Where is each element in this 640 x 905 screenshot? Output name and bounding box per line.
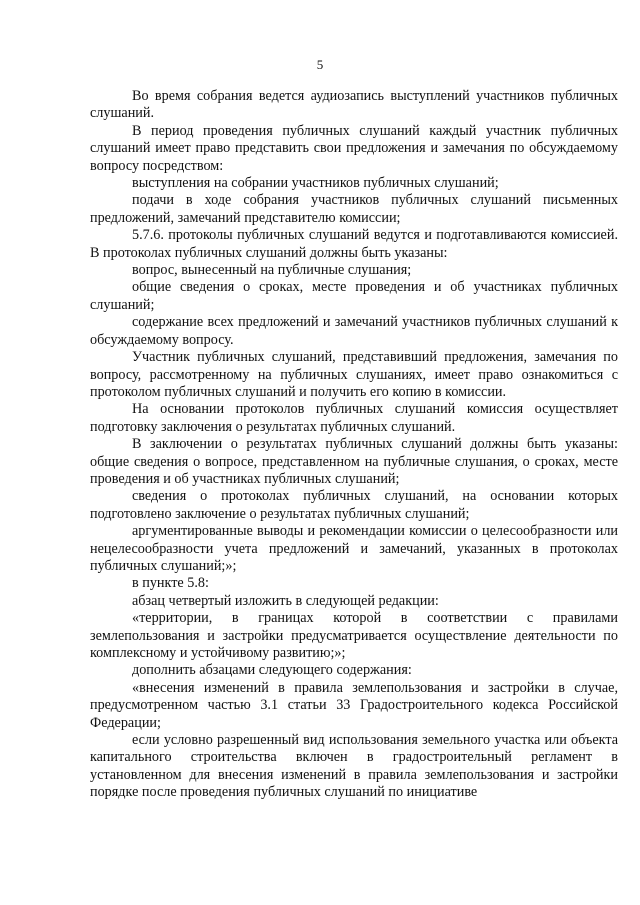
paragraph: в пункте 5.8: [132,575,209,592]
paragraph: Участник публичных слушаний, представивший предложения, замечания по вопросу, рассмотренному на публичных слушаниях, имеет право ознакомиться с протоколом публичных слушаний и получить его копию в комиссии. [90,349,618,400]
paragraph: аргументированные выводы и рекомендации комиссии о целесообразности или нецелесообразности учета предложений и замечаний, указанных в протоколах публичных слушаний;»; [90,523,618,574]
paragraph: «территории, в границах которой в соответствии с правилами землепользования и застройки предусматривается осуществление деятельности по комплексному и устойчивому развитию;»; [90,610,618,661]
paragraph: вопрос, вынесенный на публичные слушания; [132,262,412,279]
paragraph: 5.7.6. протоколы публичных слушаний ведутся и подготавливаются комиссией. В протоколах публичных слушаний должны быть указаны: [90,227,618,261]
paragraph: выступления на собрании участников публичных слушаний; [132,175,499,192]
page-number: 5 [316,57,324,72]
paragraph: В период проведения публичных слушаний каждый участник публичных слушаний имеет право представить свои предложения и замечания по обсуждаемому вопросу посредством: [90,122,618,174]
paragraph: общие сведения о сроках, месте проведения и об участниках публичных слушаний; [90,279,618,313]
paragraph: если условно разрешенный вид использования земельного участка или объекта капитального строительства включен в градостроительный регламент в установленном для внесения изменений в правила землепользования и застройки порядке после проведения публичных слушаний по инициативе [90,732,618,801]
paragraph: дополнить абзацами следующего содержания: [132,662,412,679]
paragraph: подачи в ходе собрания участников публичных слушаний письменных предложений, замечаний представителю комиссии; [90,192,618,226]
paragraph: содержание всех предложений и замечаний участников публичных слушаний к обсуждаемому вопросу. [90,314,618,348]
paragraph: сведения о протоколах публичных слушаний, на основании которых подготовлено заключение о результатах публичных слушаний; [90,488,618,522]
paragraph: абзац четвертый изложить в следующей редакции: [132,592,439,609]
paragraph: В заключении о результатах публичных слушаний должны быть указаны: общие сведения о вопросе, представленном на публичные слушания, о сроках, месте проведения и об участниках публичных слушаний; [90,436,618,487]
paragraph: На основании протоколов публичных слушаний комиссия осуществляет подготовку заключения о результатах публичных слушаний. [90,401,618,435]
paragraph: «внесения изменений в правила землепользования и застройки в случае, предусмотренном частью 3.1 статьи 33 Градостроительного кодекса Российской Федерации; [90,679,618,731]
document-body [90,88,618,802]
paragraph: Во время собрания ведется аудиозапись выступлений участников публичных слушаний. [90,88,618,122]
